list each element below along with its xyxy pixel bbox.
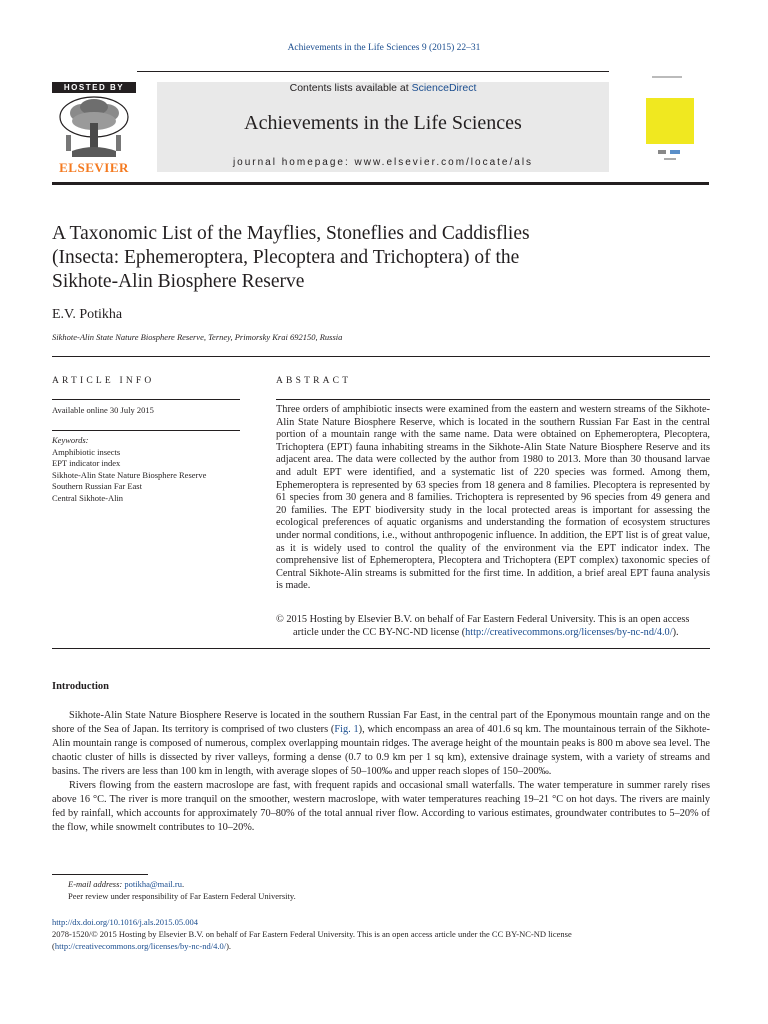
- keyword-item: Southern Russian Far East: [52, 481, 142, 491]
- abstract-text: Three orders of amphibiotic insects were examined from the eastern and western streams of the Sikhote-Alin State Nature Biosphere Reserve, which is located in the southern Russian Far East in the central portion of a mountain range with the same name. Data were obtained on Ephemeroptera, Plecoptera, Trichoptera (EPT) fauna inhabiting streams in the Sikhote-Alin State Nature Biosphere Reserve and its adjacent area. The data were collected by the author from 1980 to 2013. More than 30 thousand larvae and adult EPT were identified, and a systematic list of 220 species was formed. Among them, Ephemeroptera is represented by 63 species from 18 genera and 8 families. Plecoptera is represented by 61 species from 30 genera and 8 families. Trichoptera is represented by 96 species from 49 genera and 20 families. The EPT biodiversity study in the local protected areas is important for assessing the ecological preferences of aquatic organisms and understanding the formation of ecosystem structures under normal conditions, i.e., without anthropogenic influence. In addition, the EPT list is of great value, as it is widely used to control the quality of the environment via the EPT indicator index. The comprehensive list of Ephemeroptera, Plecoptera and Trichoptera (EPT complex) taxonomic species of Central Sikhote-Alin streams is submitted for the first time. In addition, a brief areal EPT fauna analysis is made.: [276, 404, 710, 592]
- paragraph-text: ), which encompass an area of 401.6 sq km. The mountainous terrain of the Sikhote-Alin mountain range is composed of numerous, complex overlapping mountain ridges. The average height of the mountain peaks is 800 m above sea level. The chaotic cluster of hills is dissected by river valleys, forming a dense (0.7 to 0.9 km per 1 sq km), extensive drainage system, with a variety of streams and basins. The rivers are less than 100 km in length, with average slopes of 50–100‰ and upper reach slopes of 150–200‰.: [52, 724, 710, 777]
- keyword-item: Central Sikhote-Alin: [52, 492, 124, 503]
- license-prefix: article under the CC BY-NC-ND license (: [293, 626, 466, 638]
- license-text: 2078-1520/© 2015 Hosting by Elsevier B.V. on behalf of Far Eastern Federal University. This is an open access article under the CC BY-NC-ND license: [52, 929, 572, 939]
- peer-review-text: Peer review under responsibility of Far Eastern Federal University.: [68, 891, 296, 901]
- footnote-rule: [52, 874, 148, 875]
- footnote-license: [52, 929, 710, 952]
- article-title: [52, 222, 672, 294]
- introduction-heading: Introduction: [52, 681, 109, 692]
- article-title-line: (Insecta: Ephemeroptera, Plecoptera and Trichoptera) of the: [52, 247, 520, 268]
- contents-prefix: Contents lists available at: [289, 82, 412, 94]
- abstract-heading: ABSTRACT: [276, 376, 352, 386]
- journal-title: Achievements in the Life Sciences: [244, 112, 522, 134]
- introduction-paragraph: Rivers flowing from the eastern macroslope are fast, with frequent rapids and occasional small waterfalls. The water temperature in summer rarely rises above 16 °C. The river is more tranquil on the smoother, western macroslope, with water temperatures reaching 19–21 °C on hot days. The rivers are mainly fed by rainfall, which accounts for approximately 70–80% of the total annual river flow. According to various estimates, groundwater contributes to 5–20% of the flow, while snowmelt contributes to 10–20%.: [52, 780, 710, 833]
- article-title-line: Sikhote-Alin Biosphere Reserve: [52, 271, 305, 292]
- keywords-block: [52, 435, 262, 504]
- footnote-peer-review: [52, 891, 710, 903]
- title-divider: [52, 356, 710, 357]
- introduction-body: [52, 709, 710, 835]
- license-suffix: ).: [672, 626, 679, 638]
- author-name: E.V. Potikha: [52, 307, 123, 322]
- email-label: E-mail address:: [68, 879, 125, 889]
- keywords-label: Keywords:: [52, 435, 89, 445]
- journal-citation[interactable]: Achievements in the Life Sciences 9 (2015) 22–31: [287, 43, 481, 53]
- author-affiliation: Sikhote-Alin State Nature Biosphere Reserve, Terney, Primorsky Krai 692150, Russia: [52, 332, 343, 342]
- header-divider: [52, 182, 709, 185]
- elsevier-wordmark: ELSEVIER: [59, 160, 129, 175]
- cover-publisher-marks: [646, 144, 694, 170]
- footnote-email: [52, 879, 710, 891]
- journal-homepage[interactable]: journal homepage: www.elsevier.com/locate/als: [232, 157, 534, 168]
- abstract-bottom-rule: [52, 648, 710, 649]
- figure-1-link[interactable]: Fig. 1: [334, 724, 359, 735]
- abstract-copyright: [276, 614, 710, 639]
- cover-caption-mark: [652, 76, 682, 78]
- journal-cover-image[interactable]: [646, 98, 694, 144]
- footnote-license-link[interactable]: http://creativecommons.org/licenses/by-nc-nd/4.0/: [54, 940, 227, 951]
- elsevier-tree-logo: [52, 95, 136, 159]
- keyword-item: EPT indicator index: [52, 458, 121, 468]
- keyword-item: Amphibiotic insects: [52, 446, 121, 457]
- copyright-license-line: [276, 627, 710, 640]
- introduction-paragraph: [52, 709, 710, 779]
- contents-availability: [157, 82, 609, 94]
- copyright-line: © 2015 Hosting by Elsevier B.V. on behalf of Far Eastern Federal University. This is an open access: [276, 614, 690, 625]
- author-email-link[interactable]: potikha@mail.ru: [124, 879, 182, 889]
- license-link-line: [52, 941, 710, 953]
- header-rule: [137, 71, 609, 72]
- keyword-item: Sikhote-Alin State Nature Biosphere Reserve: [52, 469, 207, 480]
- abstract-rule: [276, 399, 710, 400]
- paragraph-text: Sikhote-Alin State Nature Biosphere Reserve is located in the southern Russian Far East, in the central part of the Eponymous mountain range and on the shore of the Sea of Japan. Its territory is comprised of two clusters (: [52, 710, 710, 735]
- sciencedirect-link[interactable]: ScienceDirect: [411, 82, 477, 94]
- article-title-line: A Taxonomic List of the Mayflies, Stoneflies and Caddisflies: [52, 223, 530, 244]
- email-suffix: .: [182, 879, 185, 889]
- license-close: ).: [226, 940, 232, 951]
- available-online: Available online 30 July 2015: [52, 405, 154, 415]
- license-link[interactable]: http://creativecommons.org/licenses/by-nc-nd/4.0/: [465, 626, 673, 638]
- doi-link[interactable]: http://dx.doi.org/10.1016/j.als.2015.05.004: [52, 917, 198, 927]
- keywords-rule: [52, 430, 240, 431]
- article-info-heading: ARTICLE INFO: [52, 376, 155, 386]
- hosted-by-label: HOSTED BY: [52, 82, 136, 93]
- license-open: (: [52, 940, 55, 951]
- article-info-rule: [52, 399, 240, 400]
